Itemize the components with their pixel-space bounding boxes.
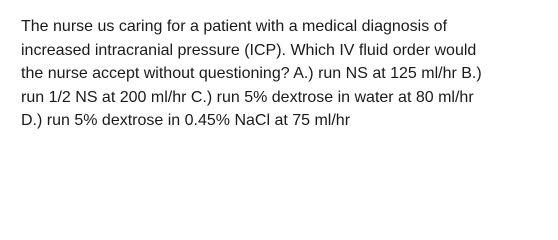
question-text — [21, 15, 551, 133]
question-line: the nurse accept without questioning? A.) run NS at 125 ml/hr B.) — [21, 65, 482, 82]
question-line: run 1/2 NS at 200 ml/hr C.) run 5% dextrose in water at 80 ml/hr — [21, 88, 474, 106]
question-line: D.) run 5% dextrose in 0.45% NaCl at 75 ml/hr — [21, 112, 351, 129]
question-line: increased intracranial pressure (ICP). Which IV fluid order would — [21, 41, 477, 59]
question-line: The nurse us caring for a patient with a medical diagnosis of — [21, 18, 448, 35]
